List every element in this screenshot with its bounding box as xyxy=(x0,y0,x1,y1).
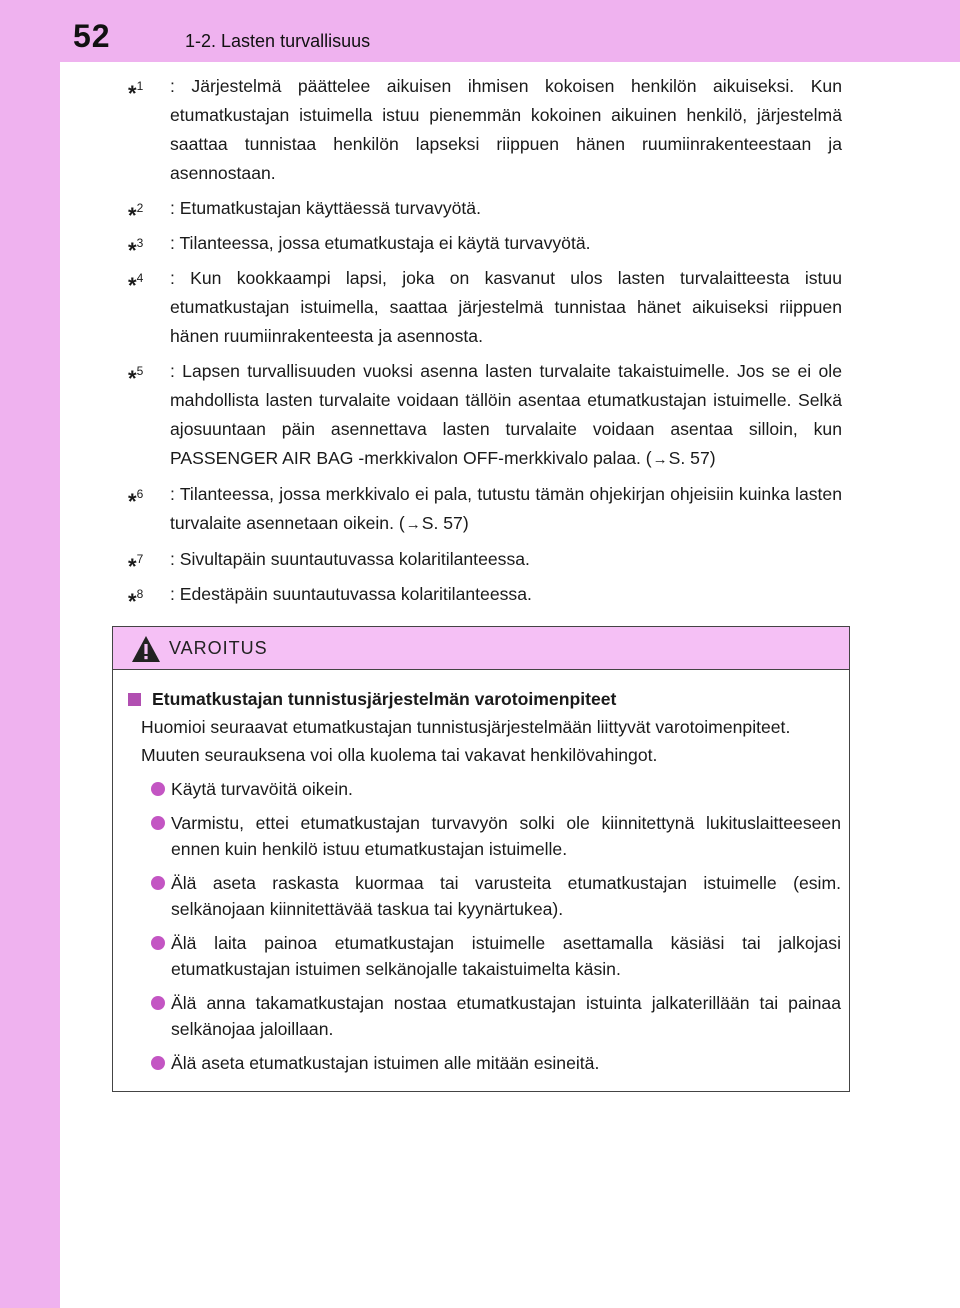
footnote-marker: *$^4$ xyxy=(128,271,144,298)
warning-intro: Huomioi seuraavat etumatkustajan tunnistusjärjestelmään liittyvät varotoimenpiteet. xyxy=(141,717,791,737)
footnote-text: : Järjestelmä päättelee aikuisen ihmisen kokoisen henkilön aikuiseksi. Kun etumatkustajan istuimella istuu pienemmän kokoinen aikuinen henkilö, järjestelmä saattaa tunnistaa henkilön lapseksi riippuen hänen ruumiinrakenteestaan ja asennostaan. xyxy=(170,76,842,183)
warning-title: VAROITUS xyxy=(169,638,268,658)
footnote-text: : Kun kookkaampi lapsi, joka on kasvanut ulos lasten turvalaitteesta istuu etumatkustajan istuimella, saattaa järjestelmä tunnistaa hänet aikuiseksi riippuen hänen ruumiinrakenteesta ja asennosta. xyxy=(170,268,842,346)
warning-header xyxy=(113,627,849,670)
square-bullet-icon xyxy=(128,693,141,706)
footnote xyxy=(128,580,842,614)
footnote-marker: *$^5$ xyxy=(128,364,144,391)
footnote-text: : Lapsen turvallisuuden vuoksi asenna lasten turvalaite takaistuimelle. Jos se ei ole mahdollista lasten turvalaite voidaan tällöin asentaa etumatkustajan istuimelle. Selkä ajosuuntaan päin asennettava lasten turvalaite voidaan asentaa silloin, kun PASSENGER AIR BAG -merkkivalon OFF-merkkivalo palaa. ( xyxy=(170,361,842,468)
bullet-dot-icon xyxy=(151,876,165,890)
section-title: 1-2. Lasten turvallisuus xyxy=(185,31,371,51)
warning-heading: Etumatkustajan tunnistusjärjestelmän varotoimenpiteet xyxy=(128,686,841,712)
warning-triangle-icon xyxy=(131,635,161,663)
side-color-band xyxy=(0,0,60,1308)
footnote xyxy=(128,480,842,539)
bullet-dot-icon xyxy=(151,816,165,830)
page-reference-link[interactable]: S. 57) xyxy=(668,448,716,468)
warning-bullet: Käytä turvavöitä oikein. xyxy=(128,776,841,802)
warning-bullet: Älä laita painoa etumatkustajan istuimelle asettamalla käsiäsi tai jalkojasi etumatkustajan istuimen selkänojalle takaistuimelta käsin. xyxy=(128,930,841,982)
footnote-marker: *$^2$ xyxy=(128,201,144,228)
footnote-text: : Tilanteessa, jossa merkkivalo ei pala, tutustu tämän ohjekirjan ohjeisiin kuinka lasten turvalaite asennetaan oikein. ( xyxy=(170,484,842,533)
footnote xyxy=(128,545,842,579)
footnote-marker: *$^8$ xyxy=(128,587,144,614)
header-band xyxy=(0,0,960,62)
footnote-marker: *$^1$ xyxy=(128,79,144,106)
arrow-right-icon: → xyxy=(405,516,421,533)
footnote-text: : Etumatkustajan käyttäessä turvavyötä. xyxy=(170,198,481,218)
warning-bullet: Älä aseta etumatkustajan istuimen alle mitään esineitä. xyxy=(128,1050,841,1076)
bullet-dot-icon xyxy=(151,1056,165,1070)
page-number: 52 xyxy=(73,18,111,54)
warning-consequence: Muuten seurauksena voi olla kuolema tai vakavat henkilövahingot. xyxy=(141,745,658,765)
footnote xyxy=(128,264,842,351)
footnote-marker: *$^6$ xyxy=(128,487,144,514)
footnote xyxy=(128,194,842,228)
warning-bullet: Älä anna takamatkustajan nostaa etumatkustajan istuinta jalkaterillään tai painaa selkänojaa jaloillaan. xyxy=(128,990,841,1042)
warning-box xyxy=(112,626,850,1092)
footnote-text: : Edestäpäin suuntautuvassa kolaritilanteessa. xyxy=(170,584,532,604)
footnote xyxy=(128,229,842,263)
footnote-marker: *$^3$ xyxy=(128,236,144,263)
bullet-dot-icon xyxy=(151,936,165,950)
footnote-text: : Sivultapäin suuntautuvassa kolaritilanteessa. xyxy=(170,549,530,569)
arrow-right-icon: → xyxy=(652,451,668,468)
bullet-dot-icon xyxy=(151,996,165,1010)
footnote-list xyxy=(128,72,842,615)
footnote-text: : Tilanteessa, jossa etumatkustaja ei käytä turvavyötä. xyxy=(170,233,591,253)
bullet-dot-icon xyxy=(151,782,165,796)
footnote xyxy=(128,72,842,188)
footnote xyxy=(128,357,842,474)
footnote-marker: *$^7$ xyxy=(128,552,144,579)
page-reference-link[interactable]: S. 57) xyxy=(421,513,469,533)
warning-bullet: Varmistu, ettei etumatkustajan turvavyön solki ole kiinnitettynä lukituslaitteeseen ennen kuin henkilö istuu etumatkustajan istuimelle. xyxy=(128,810,841,862)
warning-body xyxy=(113,670,849,1076)
warning-bullet: Älä aseta raskasta kuormaa tai varusteita etumatkustajan istuimelle (esim. selkänojaan kiinnitettävää taskua tai kyynärtukea). xyxy=(128,870,841,922)
